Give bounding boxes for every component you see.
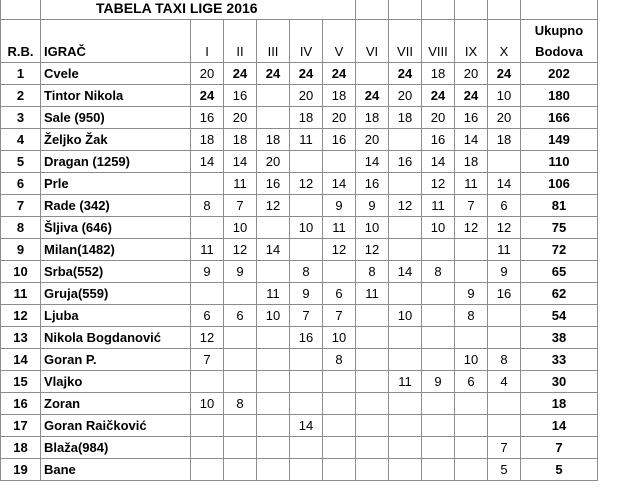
score-cell[interactable]: 9 [224,261,257,283]
score-cell[interactable] [257,327,290,349]
score-cell[interactable] [290,239,323,261]
score-cell[interactable] [422,393,455,415]
score-cell[interactable] [323,437,356,459]
total-cell[interactable]: 33 [521,349,598,371]
score-cell[interactable] [356,415,389,437]
title-blank-cell[interactable] [389,0,422,20]
score-cell[interactable] [257,459,290,481]
score-cell[interactable] [224,459,257,481]
score-cell[interactable]: 9 [191,261,224,283]
rank-cell[interactable]: 17 [1,415,41,437]
rank-cell[interactable]: 5 [1,151,41,173]
score-cell[interactable]: 24 [455,85,488,107]
score-cell[interactable] [290,349,323,371]
total-cell[interactable]: 65 [521,261,598,283]
score-cell[interactable]: 20 [356,129,389,151]
score-cell[interactable] [356,393,389,415]
player-name-cell[interactable]: Prle [41,173,191,195]
score-cell[interactable]: 18 [389,107,422,129]
player-name-cell[interactable]: Goran Raičković [41,415,191,437]
score-cell[interactable]: 14 [389,261,422,283]
score-cell[interactable]: 9 [422,371,455,393]
header-total-line2: Bodova [535,44,583,59]
score-cell[interactable]: 10 [257,305,290,327]
total-cell[interactable]: 202 [521,63,598,85]
total-cell[interactable]: 75 [521,217,598,239]
rank-cell[interactable]: 19 [1,459,41,481]
score-cell[interactable] [356,371,389,393]
rank-cell[interactable]: 15 [1,371,41,393]
header-round[interactable]: X [488,20,521,63]
table-row [1,349,598,371]
score-cell[interactable]: 18 [224,129,257,151]
title-blank-cell[interactable] [356,0,389,20]
score-cell[interactable] [488,327,521,349]
score-cell[interactable] [191,459,224,481]
player-name-cell[interactable]: Zoran [41,393,191,415]
score-cell[interactable] [488,305,521,327]
total-cell[interactable]: 7 [521,437,598,459]
score-cell[interactable]: 9 [455,283,488,305]
score-cell[interactable] [389,415,422,437]
table-row [1,371,598,393]
rank-cell[interactable]: 10 [1,261,41,283]
table-row [1,217,598,239]
rank-cell[interactable]: 4 [1,129,41,151]
score-cell[interactable] [224,371,257,393]
score-cell[interactable] [488,151,521,173]
table-row [1,305,598,327]
score-cell[interactable]: 18 [422,63,455,85]
score-cell[interactable] [455,437,488,459]
score-cell[interactable] [257,437,290,459]
total-cell[interactable]: 14 [521,415,598,437]
score-cell[interactable]: 18 [290,107,323,129]
player-name-cell[interactable]: Šljiva (646) [41,217,191,239]
total-cell[interactable]: 110 [521,151,598,173]
header-round[interactable]: I [191,20,224,63]
score-cell[interactable]: 18 [257,129,290,151]
score-cell[interactable] [290,459,323,481]
table-row [1,239,598,261]
score-cell[interactable] [191,173,224,195]
score-cell[interactable] [191,437,224,459]
score-cell[interactable]: 5 [488,459,521,481]
rank-cell[interactable]: 7 [1,195,41,217]
score-cell[interactable]: 7 [290,305,323,327]
total-cell[interactable]: 81 [521,195,598,217]
total-cell[interactable]: 54 [521,305,598,327]
score-cell[interactable]: 24 [290,63,323,85]
player-name-cell[interactable]: Milan(1482) [41,239,191,261]
score-cell[interactable] [191,415,224,437]
rank-cell[interactable]: 18 [1,437,41,459]
total-cell[interactable]: 38 [521,327,598,349]
score-cell[interactable] [389,173,422,195]
player-name-cell[interactable]: Srba(552) [41,261,191,283]
score-cell[interactable]: 14 [422,151,455,173]
header-round[interactable]: IV [290,20,323,63]
player-name-cell[interactable]: Goran P. [41,349,191,371]
score-cell[interactable]: 16 [389,151,422,173]
header-player[interactable]: IGRAČ [41,20,191,63]
player-name-cell[interactable]: Cvele [41,63,191,85]
rank-cell[interactable]: 14 [1,349,41,371]
score-cell[interactable] [389,459,422,481]
header-total-line1: Ukupno [534,23,584,38]
header-rb[interactable]: R.B. [1,20,41,63]
score-cell[interactable] [488,415,521,437]
score-cell[interactable]: 8 [422,261,455,283]
score-cell[interactable] [290,195,323,217]
score-cell[interactable]: 14 [356,151,389,173]
header-round[interactable]: VIII [422,20,455,63]
player-name-cell[interactable]: Ljuba [41,305,191,327]
score-cell[interactable] [422,239,455,261]
score-cell[interactable] [455,393,488,415]
player-name-cell[interactable]: Rade (342) [41,195,191,217]
score-cell[interactable]: 10 [488,85,521,107]
score-cell[interactable] [389,217,422,239]
score-cell[interactable]: 11 [224,173,257,195]
score-cell[interactable]: 6 [224,305,257,327]
score-cell[interactable]: 11 [323,217,356,239]
score-cell[interactable] [257,415,290,437]
score-cell[interactable] [224,437,257,459]
score-cell[interactable]: 10 [389,305,422,327]
score-cell[interactable] [191,217,224,239]
score-cell[interactable]: 11 [455,173,488,195]
score-cell[interactable] [257,393,290,415]
score-cell[interactable]: 20 [257,151,290,173]
table-row [1,85,598,107]
total-cell[interactable]: 5 [521,459,598,481]
score-cell[interactable] [290,437,323,459]
total-cell[interactable]: 72 [521,239,598,261]
table-row [1,195,598,217]
score-cell[interactable] [290,151,323,173]
score-cell[interactable]: 11 [389,371,422,393]
score-cell[interactable]: 8 [290,261,323,283]
score-cell[interactable]: 12 [422,173,455,195]
score-cell[interactable]: 10 [290,217,323,239]
rank-cell[interactable]: 11 [1,283,41,305]
score-cell[interactable]: 6 [323,283,356,305]
score-cell[interactable] [422,327,455,349]
rank-cell[interactable]: 12 [1,305,41,327]
table-row [1,173,598,195]
total-cell[interactable]: 180 [521,85,598,107]
score-cell[interactable]: 16 [191,107,224,129]
table-row [1,459,598,481]
score-cell[interactable]: 10 [422,217,455,239]
score-cell[interactable]: 18 [455,151,488,173]
score-cell[interactable]: 7 [224,195,257,217]
score-cell[interactable]: 20 [323,107,356,129]
score-cell[interactable] [422,415,455,437]
score-cell[interactable]: 16 [455,107,488,129]
score-cell[interactable]: 16 [290,327,323,349]
score-cell[interactable]: 4 [488,371,521,393]
score-cell[interactable] [455,415,488,437]
score-cell[interactable]: 8 [323,349,356,371]
score-cell[interactable]: 12 [389,195,422,217]
player-name-cell[interactable]: Vlajko [41,371,191,393]
table-row [1,107,598,129]
score-cell[interactable]: 10 [224,217,257,239]
score-cell[interactable] [455,261,488,283]
score-cell[interactable]: 7 [488,437,521,459]
score-cell[interactable] [290,371,323,393]
score-cell[interactable]: 8 [224,393,257,415]
score-cell[interactable]: 14 [323,173,356,195]
player-name-cell[interactable]: Sale (950) [41,107,191,129]
score-cell[interactable] [389,437,422,459]
score-cell[interactable] [224,327,257,349]
score-cell[interactable]: 12 [356,239,389,261]
score-cell[interactable]: 9 [290,283,323,305]
score-cell[interactable]: 7 [191,349,224,371]
header-total[interactable] [521,20,598,63]
score-cell[interactable]: 8 [455,305,488,327]
score-cell[interactable]: 14 [257,239,290,261]
score-cell[interactable] [224,415,257,437]
score-cell[interactable]: 16 [422,129,455,151]
table-row [1,393,598,415]
score-cell[interactable]: 24 [356,85,389,107]
rank-cell[interactable]: 8 [1,217,41,239]
score-cell[interactable]: 24 [389,63,422,85]
score-cell[interactable]: 12 [290,173,323,195]
score-cell[interactable] [356,349,389,371]
table-row [1,327,598,349]
score-cell[interactable] [323,151,356,173]
score-cell[interactable] [422,437,455,459]
title-blank-cell[interactable] [1,0,41,20]
score-cell[interactable]: 20 [422,107,455,129]
score-cell[interactable] [323,371,356,393]
title-blank-cell[interactable] [455,0,488,20]
score-cell[interactable]: 16 [488,283,521,305]
score-cell[interactable]: 24 [191,85,224,107]
score-cell[interactable]: 16 [356,173,389,195]
player-name-cell[interactable]: Nikola Bogdanović [41,327,191,349]
score-cell[interactable] [323,261,356,283]
score-cell[interactable] [488,393,521,415]
score-cell[interactable]: 18 [356,107,389,129]
table-row [1,261,598,283]
score-cell[interactable]: 12 [257,195,290,217]
score-cell[interactable]: 6 [191,305,224,327]
score-cell[interactable]: 16 [224,85,257,107]
player-name-cell[interactable]: Tintor Nikola [41,85,191,107]
score-cell[interactable]: 14 [488,173,521,195]
header-round[interactable]: II [224,20,257,63]
rank-cell[interactable]: 16 [1,393,41,415]
score-cell[interactable]: 24 [488,63,521,85]
score-cell[interactable] [224,283,257,305]
score-cell[interactable]: 12 [191,327,224,349]
score-cell[interactable]: 11 [257,283,290,305]
score-cell[interactable]: 16 [323,129,356,151]
score-cell[interactable]: 14 [224,151,257,173]
score-cell[interactable] [389,327,422,349]
rank-cell[interactable]: 6 [1,173,41,195]
total-cell[interactable]: 18 [521,393,598,415]
score-cell[interactable]: 9 [488,261,521,283]
score-cell[interactable] [356,327,389,349]
score-cell[interactable]: 12 [224,239,257,261]
title-row [1,0,598,20]
score-cell[interactable] [323,415,356,437]
header-round[interactable]: III [257,20,290,63]
total-cell[interactable]: 30 [521,371,598,393]
score-cell[interactable] [356,437,389,459]
score-cell[interactable] [290,393,323,415]
standings-body [1,63,598,481]
score-cell[interactable]: 11 [422,195,455,217]
score-cell[interactable] [455,327,488,349]
score-cell[interactable] [191,371,224,393]
score-cell[interactable]: 18 [488,129,521,151]
title-blank-cell[interactable] [521,0,598,20]
score-cell[interactable] [455,239,488,261]
score-cell[interactable]: 11 [191,239,224,261]
player-name-cell[interactable]: Blaža(984) [41,437,191,459]
table-row [1,283,598,305]
score-cell[interactable]: 20 [455,63,488,85]
score-cell[interactable]: 6 [455,371,488,393]
score-cell[interactable] [389,393,422,415]
score-cell[interactable]: 6 [488,195,521,217]
score-cell[interactable]: 14 [191,151,224,173]
total-cell[interactable]: 149 [521,129,598,151]
rank-cell[interactable]: 9 [1,239,41,261]
score-cell[interactable]: 10 [191,393,224,415]
total-cell[interactable]: 62 [521,283,598,305]
score-cell[interactable]: 8 [488,349,521,371]
title-blank-cell[interactable] [422,0,455,20]
table-row [1,151,598,173]
score-cell[interactable]: 20 [191,63,224,85]
header-round[interactable]: IX [455,20,488,63]
table-title[interactable]: TABELA TAXI LIGE 2016 [41,0,356,20]
score-cell[interactable] [224,349,257,371]
score-cell[interactable] [191,283,224,305]
score-cell[interactable] [257,261,290,283]
score-cell[interactable]: 7 [323,305,356,327]
score-cell[interactable] [356,305,389,327]
player-name-cell[interactable]: Gruja(559) [41,283,191,305]
score-cell[interactable] [455,459,488,481]
score-cell[interactable]: 16 [257,173,290,195]
score-cell[interactable] [257,217,290,239]
score-cell[interactable] [422,305,455,327]
score-cell[interactable] [389,283,422,305]
score-cell[interactable]: 18 [323,85,356,107]
header-round[interactable]: VI [356,20,389,63]
score-cell[interactable]: 14 [455,129,488,151]
player-name-cell[interactable]: Bane [41,459,191,481]
score-cell[interactable] [389,129,422,151]
header-round[interactable]: VII [389,20,422,63]
score-cell[interactable]: 20 [290,85,323,107]
table-row [1,63,598,85]
score-cell[interactable] [422,283,455,305]
score-cell[interactable]: 9 [356,195,389,217]
score-cell[interactable]: 10 [356,217,389,239]
score-cell[interactable]: 12 [455,217,488,239]
score-cell[interactable] [257,85,290,107]
score-cell[interactable] [356,63,389,85]
score-cell[interactable] [389,239,422,261]
score-cell[interactable]: 14 [290,415,323,437]
score-cell[interactable]: 18 [191,129,224,151]
player-name-cell[interactable]: Dragan (1259) [41,151,191,173]
score-cell[interactable] [389,349,422,371]
score-cell[interactable]: 8 [356,261,389,283]
score-cell[interactable] [323,393,356,415]
table-row [1,415,598,437]
rank-cell[interactable]: 1 [1,63,41,85]
score-cell[interactable] [257,371,290,393]
score-cell[interactable]: 11 [488,239,521,261]
score-cell[interactable]: 12 [488,217,521,239]
score-cell[interactable]: 20 [389,85,422,107]
score-cell[interactable] [257,349,290,371]
score-cell[interactable]: 8 [191,195,224,217]
player-name-cell[interactable]: Željko Žak [41,129,191,151]
score-cell[interactable]: 24 [224,63,257,85]
score-cell[interactable] [356,459,389,481]
score-cell[interactable]: 20 [488,107,521,129]
score-cell[interactable]: 10 [455,349,488,371]
score-cell[interactable]: 10 [323,327,356,349]
header-round[interactable]: V [323,20,356,63]
score-cell[interactable] [257,107,290,129]
score-cell[interactable]: 11 [290,129,323,151]
table-row [1,129,598,151]
score-cell[interactable]: 24 [257,63,290,85]
score-cell[interactable]: 7 [455,195,488,217]
score-cell[interactable] [323,459,356,481]
rank-cell[interactable]: 3 [1,107,41,129]
header-row [1,20,598,63]
score-cell[interactable]: 9 [323,195,356,217]
title-blank-cell[interactable] [488,0,521,20]
score-cell[interactable]: 12 [323,239,356,261]
score-cell[interactable] [422,459,455,481]
score-cell[interactable] [422,349,455,371]
score-cell[interactable]: 24 [422,85,455,107]
total-cell[interactable]: 166 [521,107,598,129]
rank-cell[interactable]: 2 [1,85,41,107]
rank-cell[interactable]: 13 [1,327,41,349]
score-cell[interactable]: 11 [356,283,389,305]
score-cell[interactable]: 20 [224,107,257,129]
score-cell[interactable]: 24 [323,63,356,85]
total-cell[interactable]: 106 [521,173,598,195]
table-row [1,437,598,459]
